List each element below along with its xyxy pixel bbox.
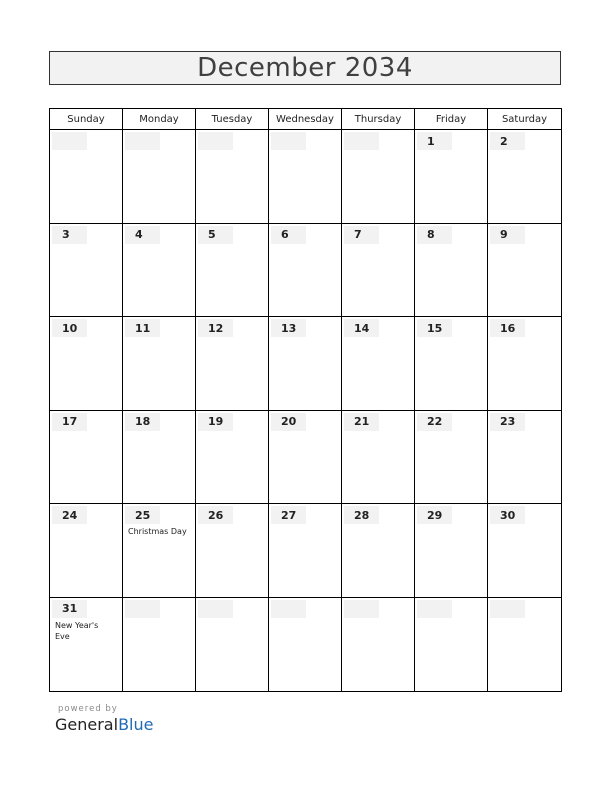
day-cell[interactable] (196, 411, 269, 505)
day-number (125, 132, 160, 150)
brand-general-text: General (55, 715, 119, 734)
day-cell[interactable] (269, 598, 342, 692)
day-number: 8 (417, 226, 452, 244)
day-cell[interactable] (269, 504, 342, 598)
day-number: 5 (198, 226, 233, 244)
day-number: 21 (344, 413, 379, 431)
day-cell[interactable] (488, 598, 561, 692)
day-cell[interactable] (123, 598, 196, 692)
weekday-header-saturday: Saturday (488, 109, 561, 130)
day-number (344, 600, 379, 618)
day-number: 18 (125, 413, 160, 431)
day-cell[interactable] (123, 411, 196, 505)
weekday-header-friday: Friday (415, 109, 488, 130)
weekday-header-tuesday: Tuesday (196, 109, 269, 130)
day-cell[interactable] (488, 130, 561, 224)
day-cell[interactable] (415, 317, 488, 411)
day-cell[interactable] (415, 598, 488, 692)
day-number: 25 (125, 506, 160, 524)
day-cell[interactable] (415, 504, 488, 598)
day-cell[interactable] (415, 130, 488, 224)
day-number: 19 (198, 413, 233, 431)
day-number: 13 (271, 319, 306, 337)
day-number: 10 (52, 319, 87, 337)
day-cell[interactable] (196, 598, 269, 692)
day-cell[interactable] (50, 598, 123, 692)
day-number: 24 (52, 506, 87, 524)
day-number: 11 (125, 319, 160, 337)
day-cell[interactable] (415, 411, 488, 505)
day-number: 1 (417, 132, 452, 150)
day-number: 17 (52, 413, 87, 431)
day-number: 22 (417, 413, 452, 431)
day-cell[interactable] (488, 317, 561, 411)
day-number: 30 (490, 506, 525, 524)
day-cell[interactable] (342, 504, 415, 598)
day-number (198, 600, 233, 618)
weekday-header-monday: Monday (123, 109, 196, 130)
day-cell[interactable] (415, 224, 488, 318)
day-number: 29 (417, 506, 452, 524)
brand-logo[interactable] (55, 715, 153, 734)
day-number: 16 (490, 319, 525, 337)
day-number: 9 (490, 226, 525, 244)
holiday-label: Christmas Day (128, 527, 187, 536)
day-number: 26 (198, 506, 233, 524)
day-cell[interactable] (488, 224, 561, 318)
day-cell[interactable] (269, 224, 342, 318)
day-number (344, 132, 379, 150)
day-number: 4 (125, 226, 160, 244)
day-number (198, 132, 233, 150)
day-number (271, 600, 306, 618)
day-cell[interactable] (342, 224, 415, 318)
brand-blue-text: Blue (118, 715, 154, 734)
day-cell[interactable] (50, 224, 123, 318)
weekday-header-wednesday: Wednesday (269, 109, 342, 130)
day-cell[interactable] (123, 317, 196, 411)
day-cell[interactable] (50, 504, 123, 598)
day-cell[interactable] (269, 130, 342, 224)
day-cell[interactable] (269, 317, 342, 411)
day-cell[interactable] (342, 598, 415, 692)
day-cell[interactable] (196, 504, 269, 598)
day-number: 27 (271, 506, 306, 524)
day-number: 7 (344, 226, 379, 244)
day-cell[interactable] (50, 130, 123, 224)
day-number (417, 600, 452, 618)
day-number: 6 (271, 226, 306, 244)
day-number: 23 (490, 413, 525, 431)
day-number: 2 (490, 132, 525, 150)
day-number: 3 (52, 226, 87, 244)
day-cell[interactable] (342, 317, 415, 411)
page-title: December 2034 (49, 51, 561, 85)
day-number: 14 (344, 319, 379, 337)
day-cell[interactable] (50, 411, 123, 505)
day-number (490, 600, 525, 618)
day-cell[interactable] (196, 130, 269, 224)
day-number: 28 (344, 506, 379, 524)
weekday-header-sunday: Sunday (50, 109, 123, 130)
powered-by-text: powered by (58, 704, 118, 714)
calendar-grid (49, 108, 562, 692)
day-cell[interactable] (488, 411, 561, 505)
day-cell[interactable] (342, 411, 415, 505)
day-cell[interactable] (123, 130, 196, 224)
day-number (125, 600, 160, 618)
day-cell[interactable] (123, 224, 196, 318)
day-cell[interactable] (50, 317, 123, 411)
day-number: 20 (271, 413, 306, 431)
day-number: 12 (198, 319, 233, 337)
day-cell[interactable] (123, 504, 196, 598)
day-cell[interactable] (196, 224, 269, 318)
day-number (271, 132, 306, 150)
day-cell[interactable] (342, 130, 415, 224)
weekday-header-thursday: Thursday (342, 109, 415, 130)
day-number: 15 (417, 319, 452, 337)
day-number: 31 (52, 600, 87, 618)
day-cell[interactable] (196, 317, 269, 411)
holiday-label: New Year's Eve (55, 620, 99, 641)
day-cell[interactable] (269, 411, 342, 505)
day-cell[interactable] (488, 504, 561, 598)
day-number (52, 132, 87, 150)
